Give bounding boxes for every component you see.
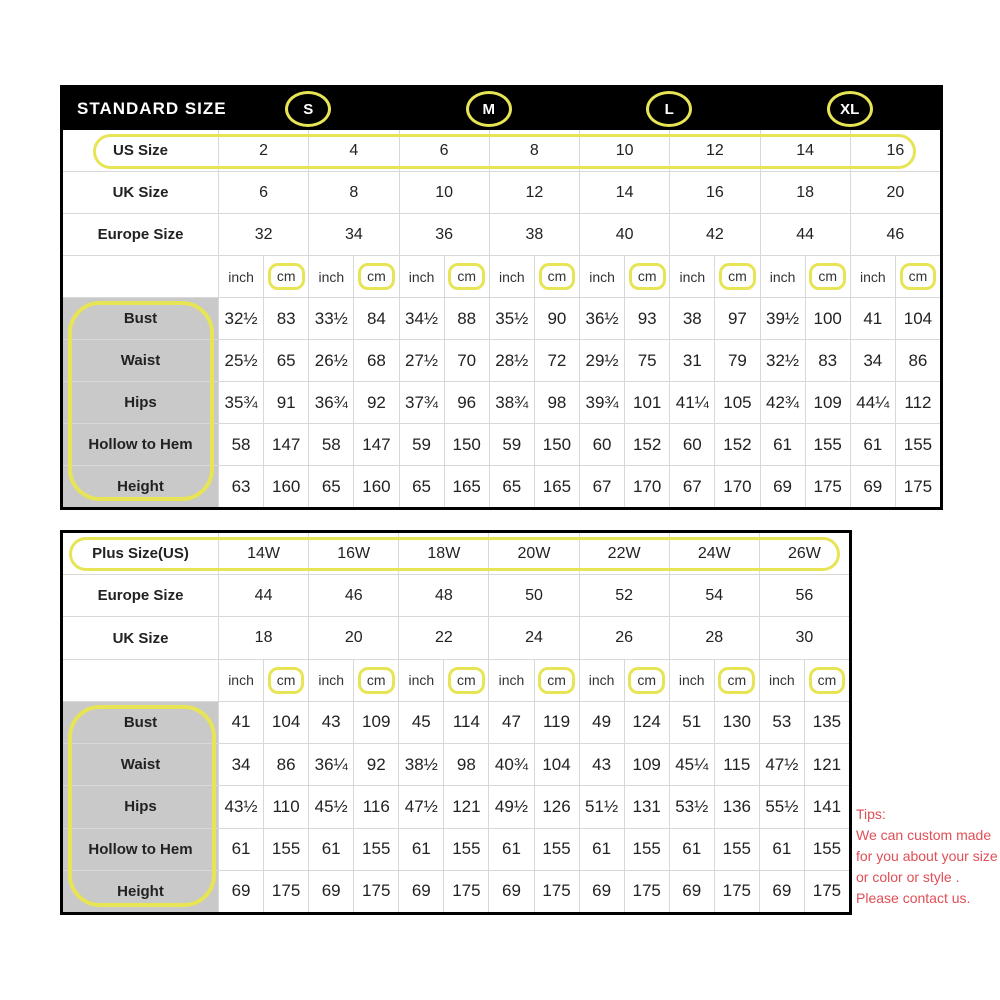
- measure-value-cell: 69: [759, 871, 804, 912]
- row-label: Bust: [63, 298, 218, 339]
- measure-value-cell: 38¾: [489, 382, 534, 423]
- measure-value-cell: 35¾: [218, 382, 263, 423]
- measure-value-cell: 90: [534, 298, 579, 339]
- size-value-cell: 22W: [579, 533, 669, 574]
- measure-value-cell: 175: [804, 871, 849, 912]
- row-label: US Size: [63, 130, 218, 171]
- size-value-cell: 16: [669, 172, 759, 213]
- measure-value-cell: 175: [534, 871, 579, 912]
- cm-unit-cell: [805, 256, 850, 297]
- tips-line: for you about your size: [856, 848, 998, 864]
- measure-value-cell: 170: [624, 466, 669, 507]
- standard-size-title: STANDARD SIZE: [77, 99, 227, 118]
- size-value-cell: 42: [669, 214, 759, 255]
- measure-value-cell: 155: [895, 424, 940, 465]
- size-value-cell: 18: [218, 617, 308, 658]
- size-value-cell: 26: [579, 617, 669, 658]
- measure-value-cell: 155: [805, 424, 850, 465]
- standard-size-rows: [63, 130, 940, 507]
- measure-value-cell: 47: [488, 702, 533, 743]
- measure-value-cell: 121: [804, 744, 849, 785]
- measure-value-cell: 160: [263, 466, 308, 507]
- size-group-oval: L: [646, 91, 692, 127]
- cm-highlight-box: cm: [358, 667, 395, 694]
- measure-value-cell: 41: [218, 702, 263, 743]
- size-value-cell: 22: [398, 617, 488, 658]
- measure-value-cell: 92: [353, 382, 398, 423]
- measure-value-cell: 61: [669, 829, 714, 870]
- measure-value-cell: 72: [534, 340, 579, 381]
- tips-line: or color or style .: [856, 869, 960, 885]
- plus-size-rows: [63, 533, 849, 912]
- measure-value-cell: 59: [399, 424, 444, 465]
- height-row: [63, 870, 849, 912]
- inch-unit-cell: inch: [218, 256, 263, 297]
- inch-unit-cell: inch: [579, 256, 624, 297]
- measure-value-cell: 59: [489, 424, 534, 465]
- measure-value-cell: 53½: [669, 786, 714, 827]
- measure-value-cell: 136: [714, 786, 759, 827]
- size-value-cell: 20: [308, 617, 398, 658]
- measure-value-cell: 175: [895, 466, 940, 507]
- measure-value-cell: 79: [714, 340, 759, 381]
- size-value-cell: 40: [579, 214, 669, 255]
- row-label: Hollow to Hem: [63, 829, 218, 870]
- tips-line: Please contact us.: [856, 890, 971, 906]
- size-value-cell: 14: [760, 130, 850, 171]
- measure-value-cell: 58: [308, 424, 353, 465]
- measure-value-cell: 109: [353, 702, 398, 743]
- measure-value-cell: 69: [488, 871, 533, 912]
- measure-value-cell: 65: [308, 466, 353, 507]
- size-group-labels: [218, 88, 940, 130]
- measure-value-cell: 27½: [399, 340, 444, 381]
- row-label: Europe Size: [63, 214, 218, 255]
- cm-highlight-box: cm: [448, 263, 485, 290]
- size-value-cell: 50: [488, 575, 578, 616]
- measure-value-cell: 109: [624, 744, 669, 785]
- measure-value-cell: 45½: [308, 786, 353, 827]
- size-value-cell: 6: [218, 172, 308, 213]
- size-value-cell: 10: [579, 130, 669, 171]
- measure-value-cell: 47½: [398, 786, 443, 827]
- size-value-cell: 26W: [759, 533, 849, 574]
- measure-value-cell: 37¾: [399, 382, 444, 423]
- measure-value-cell: 63: [218, 466, 263, 507]
- measure-value-cell: 39½: [760, 298, 805, 339]
- row-label: Waist: [63, 340, 218, 381]
- measure-value-cell: 61: [850, 424, 895, 465]
- measure-value-cell: 83: [805, 340, 850, 381]
- measure-value-cell: 152: [624, 424, 669, 465]
- row-label: Bust: [63, 702, 218, 743]
- cm-highlight-box: cm: [718, 667, 755, 694]
- measure-value-cell: 101: [624, 382, 669, 423]
- measure-value-cell: 39¾: [579, 382, 624, 423]
- cm-highlight-box: cm: [448, 667, 485, 694]
- measure-value-cell: 36¾: [308, 382, 353, 423]
- row-label: Hips: [63, 382, 218, 423]
- measure-value-cell: 105: [714, 382, 759, 423]
- measure-value-cell: 155: [714, 829, 759, 870]
- measure-value-cell: 58: [218, 424, 263, 465]
- europe-size-row: [63, 213, 940, 255]
- size-value-cell: 36: [399, 214, 489, 255]
- measure-value-cell: 147: [353, 424, 398, 465]
- size-value-cell: 2: [218, 130, 308, 171]
- cm-highlight-box: cm: [629, 263, 666, 290]
- cm-unit-cell: [534, 660, 579, 701]
- measure-value-cell: 60: [579, 424, 624, 465]
- measure-value-cell: 43½: [218, 786, 263, 827]
- measure-value-cell: 165: [444, 466, 489, 507]
- size-value-cell: 20: [850, 172, 940, 213]
- size-value-cell: 8: [489, 130, 579, 171]
- hollow-to-hem-row: [63, 423, 940, 465]
- measure-value-cell: 141: [804, 786, 849, 827]
- measure-value-cell: 67: [669, 466, 714, 507]
- row-label: UK Size: [63, 617, 218, 658]
- size-value-cell: 30: [759, 617, 849, 658]
- measure-value-cell: 38½: [398, 744, 443, 785]
- measure-value-cell: 104: [263, 702, 308, 743]
- measure-value-cell: 36½: [579, 298, 624, 339]
- measure-value-cell: 61: [579, 829, 624, 870]
- measure-value-cell: 65: [399, 466, 444, 507]
- size-value-cell: 12: [669, 130, 759, 171]
- custom-made-tips: [856, 804, 1000, 909]
- inch-unit-cell: inch: [669, 660, 714, 701]
- size-group-oval: XL: [827, 91, 873, 127]
- size-value-cell: 46: [850, 214, 940, 255]
- row-label: UK Size: [63, 172, 218, 213]
- measure-value-cell: 84: [353, 298, 398, 339]
- measure-value-cell: 124: [624, 702, 669, 743]
- measure-value-cell: 40¾: [488, 744, 533, 785]
- measure-value-cell: 69: [398, 871, 443, 912]
- cm-highlight-box: cm: [809, 667, 846, 694]
- cm-unit-cell: [714, 256, 759, 297]
- measure-value-cell: 155: [443, 829, 488, 870]
- size-value-cell: 44: [760, 214, 850, 255]
- row-label: Height: [63, 466, 218, 507]
- measure-value-cell: 61: [488, 829, 533, 870]
- europe-size-row: [63, 574, 849, 616]
- cm-highlight-box: cm: [539, 263, 576, 290]
- measure-value-cell: 98: [534, 382, 579, 423]
- size-value-cell: 4: [308, 130, 398, 171]
- inch-unit-cell: inch: [308, 256, 353, 297]
- inch-unit-cell: inch: [218, 660, 263, 701]
- measure-value-cell: 47½: [759, 744, 804, 785]
- measure-value-cell: 32½: [218, 298, 263, 339]
- row-label: Height: [63, 871, 218, 912]
- measure-value-cell: 38: [669, 298, 714, 339]
- measure-value-cell: 110: [263, 786, 308, 827]
- measure-value-cell: 34½: [399, 298, 444, 339]
- measure-value-cell: 65: [489, 466, 534, 507]
- plus-size-row: [63, 533, 849, 574]
- measure-value-cell: 34: [850, 340, 895, 381]
- size-value-cell: 6: [399, 130, 489, 171]
- cm-unit-cell: [804, 660, 849, 701]
- measure-value-cell: 92: [353, 744, 398, 785]
- measure-value-cell: 175: [353, 871, 398, 912]
- size-value-cell: 56: [759, 575, 849, 616]
- measure-value-cell: 26½: [308, 340, 353, 381]
- inch-unit-cell: inch: [579, 660, 624, 701]
- size-value-cell: 32: [218, 214, 308, 255]
- inch-unit-cell: inch: [488, 660, 533, 701]
- measure-value-cell: 175: [805, 466, 850, 507]
- measure-value-cell: 61: [759, 829, 804, 870]
- inch-unit-cell: inch: [308, 660, 353, 701]
- size-group-oval: S: [285, 91, 331, 127]
- measure-value-cell: 61: [218, 829, 263, 870]
- size-group-s: [218, 88, 399, 130]
- measure-value-cell: 155: [263, 829, 308, 870]
- cm-unit-cell: [444, 256, 489, 297]
- measure-value-cell: 25½: [218, 340, 263, 381]
- measure-value-cell: 97: [714, 298, 759, 339]
- measure-value-cell: 150: [534, 424, 579, 465]
- measure-value-cell: 65: [263, 340, 308, 381]
- cm-unit-cell: [353, 660, 398, 701]
- measure-value-cell: 135: [804, 702, 849, 743]
- size-value-cell: 14W: [218, 533, 308, 574]
- bust-row: [63, 701, 849, 743]
- cm-highlight-box: cm: [719, 263, 756, 290]
- measure-value-cell: 55½: [759, 786, 804, 827]
- unit-row: [63, 255, 940, 297]
- measure-value-cell: 60: [669, 424, 714, 465]
- measure-value-cell: 41: [850, 298, 895, 339]
- measure-value-cell: 29½: [579, 340, 624, 381]
- row-label: [63, 256, 218, 297]
- waist-row: [63, 743, 849, 785]
- measure-value-cell: 126: [534, 786, 579, 827]
- measure-value-cell: 147: [263, 424, 308, 465]
- measure-value-cell: 114: [443, 702, 488, 743]
- size-value-cell: 18W: [398, 533, 488, 574]
- measure-value-cell: 33½: [308, 298, 353, 339]
- measure-value-cell: 83: [263, 298, 308, 339]
- size-value-cell: 12: [489, 172, 579, 213]
- measure-value-cell: 104: [895, 298, 940, 339]
- size-value-cell: 16: [850, 130, 940, 171]
- measure-value-cell: 70: [444, 340, 489, 381]
- cm-highlight-box: cm: [900, 263, 937, 290]
- cm-highlight-box: cm: [628, 667, 665, 694]
- measure-value-cell: 35½: [489, 298, 534, 339]
- row-label: Plus Size(US): [63, 533, 218, 574]
- height-row: [63, 465, 940, 507]
- measure-value-cell: 44¼: [850, 382, 895, 423]
- measure-value-cell: 86: [263, 744, 308, 785]
- measure-value-cell: 75: [624, 340, 669, 381]
- size-group-m: [399, 88, 580, 130]
- measure-value-cell: 51½: [579, 786, 624, 827]
- measure-value-cell: 160: [353, 466, 398, 507]
- inch-unit-cell: inch: [399, 256, 444, 297]
- cm-highlight-box: cm: [809, 263, 846, 290]
- measure-value-cell: 119: [534, 702, 579, 743]
- cm-unit-cell: [534, 256, 579, 297]
- measure-value-cell: 67: [579, 466, 624, 507]
- measure-value-cell: 121: [443, 786, 488, 827]
- measure-value-cell: 34: [218, 744, 263, 785]
- row-label: [63, 660, 218, 701]
- size-group-oval: M: [466, 91, 512, 127]
- measure-value-cell: 45: [398, 702, 443, 743]
- size-value-cell: 14: [579, 172, 669, 213]
- size-value-cell: 18: [760, 172, 850, 213]
- measure-value-cell: 69: [760, 466, 805, 507]
- measure-value-cell: 43: [308, 702, 353, 743]
- plus-size-table: [60, 530, 852, 915]
- measure-value-cell: 155: [534, 829, 579, 870]
- inch-unit-cell: inch: [489, 256, 534, 297]
- measure-value-cell: 175: [624, 871, 669, 912]
- cm-unit-cell: [443, 660, 488, 701]
- size-value-cell: 52: [579, 575, 669, 616]
- measure-value-cell: 93: [624, 298, 669, 339]
- size-value-cell: 34: [308, 214, 398, 255]
- bust-row: [63, 297, 940, 339]
- measure-value-cell: 68: [353, 340, 398, 381]
- size-value-cell: 44: [218, 575, 308, 616]
- cm-unit-cell: [353, 256, 398, 297]
- hips-row: [63, 381, 940, 423]
- measure-value-cell: 175: [714, 871, 759, 912]
- row-label: Hollow to Hem: [63, 424, 218, 465]
- size-value-cell: 48: [398, 575, 488, 616]
- measure-value-cell: 42¾: [760, 382, 805, 423]
- measure-value-cell: 115: [714, 744, 759, 785]
- cm-unit-cell: [714, 660, 759, 701]
- size-value-cell: 28: [669, 617, 759, 658]
- measure-value-cell: 32½: [760, 340, 805, 381]
- hollow-to-hem-row: [63, 828, 849, 870]
- measure-value-cell: 69: [850, 466, 895, 507]
- measure-value-cell: 104: [534, 744, 579, 785]
- cm-unit-cell: [263, 660, 308, 701]
- size-value-cell: 54: [669, 575, 759, 616]
- measure-value-cell: 53: [759, 702, 804, 743]
- row-label: Hips: [63, 786, 218, 827]
- size-value-cell: 20W: [488, 533, 578, 574]
- inch-unit-cell: inch: [669, 256, 714, 297]
- measure-value-cell: 131: [624, 786, 669, 827]
- standard-size-table: [60, 85, 943, 510]
- tips-line: We can custom made: [856, 827, 992, 843]
- measure-value-cell: 41¼: [669, 382, 714, 423]
- size-group-l: [579, 88, 760, 130]
- tips-title: Tips:: [856, 806, 886, 822]
- measure-value-cell: 155: [624, 829, 669, 870]
- measure-value-cell: 69: [308, 871, 353, 912]
- cm-unit-cell: [895, 256, 940, 297]
- measure-value-cell: 91: [263, 382, 308, 423]
- size-value-cell: 38: [489, 214, 579, 255]
- cm-highlight-box: cm: [358, 263, 395, 290]
- measure-value-cell: 96: [444, 382, 489, 423]
- cm-unit-cell: [624, 256, 669, 297]
- measure-value-cell: 43: [579, 744, 624, 785]
- measure-value-cell: 88: [444, 298, 489, 339]
- measure-value-cell: 49: [579, 702, 624, 743]
- measure-value-cell: 155: [353, 829, 398, 870]
- measure-value-cell: 61: [398, 829, 443, 870]
- measure-value-cell: 109: [805, 382, 850, 423]
- measure-value-cell: 61: [760, 424, 805, 465]
- cm-unit-cell: [624, 660, 669, 701]
- measure-value-cell: 116: [353, 786, 398, 827]
- inch-unit-cell: inch: [850, 256, 895, 297]
- row-label: Europe Size: [63, 575, 218, 616]
- hips-row: [63, 785, 849, 827]
- size-value-cell: 16W: [308, 533, 398, 574]
- measure-value-cell: 175: [443, 871, 488, 912]
- measure-value-cell: 28½: [489, 340, 534, 381]
- measure-value-cell: 36¼: [308, 744, 353, 785]
- inch-unit-cell: inch: [398, 660, 443, 701]
- standard-size-header: [63, 88, 940, 130]
- measure-value-cell: 69: [218, 871, 263, 912]
- measure-value-cell: 69: [579, 871, 624, 912]
- measure-value-cell: 170: [714, 466, 759, 507]
- measure-value-cell: 112: [895, 382, 940, 423]
- measure-value-cell: 69: [669, 871, 714, 912]
- measure-value-cell: 31: [669, 340, 714, 381]
- size-value-cell: 24: [488, 617, 578, 658]
- cm-unit-cell: [263, 256, 308, 297]
- unit-row: [63, 659, 849, 701]
- measure-value-cell: 100: [805, 298, 850, 339]
- cm-highlight-box: cm: [268, 667, 305, 694]
- measure-value-cell: 130: [714, 702, 759, 743]
- inch-unit-cell: inch: [759, 660, 804, 701]
- size-group-xl: [760, 88, 941, 130]
- measure-value-cell: 98: [443, 744, 488, 785]
- measure-value-cell: 150: [444, 424, 489, 465]
- measure-value-cell: 49½: [488, 786, 533, 827]
- uk-size-row: [63, 171, 940, 213]
- size-value-cell: 10: [399, 172, 489, 213]
- row-label: Waist: [63, 744, 218, 785]
- cm-highlight-box: cm: [538, 667, 575, 694]
- measure-value-cell: 61: [308, 829, 353, 870]
- waist-row: [63, 339, 940, 381]
- us-size-row: [63, 130, 940, 171]
- size-value-cell: 8: [308, 172, 398, 213]
- cm-highlight-box: cm: [268, 263, 305, 290]
- measure-value-cell: 175: [263, 871, 308, 912]
- measure-value-cell: 86: [895, 340, 940, 381]
- measure-value-cell: 152: [714, 424, 759, 465]
- uk-size-row: [63, 616, 849, 658]
- measure-value-cell: 155: [804, 829, 849, 870]
- measure-value-cell: 165: [534, 466, 579, 507]
- measure-value-cell: 45¼: [669, 744, 714, 785]
- size-value-cell: 46: [308, 575, 398, 616]
- size-value-cell: 24W: [669, 533, 759, 574]
- inch-unit-cell: inch: [760, 256, 805, 297]
- measure-value-cell: 51: [669, 702, 714, 743]
